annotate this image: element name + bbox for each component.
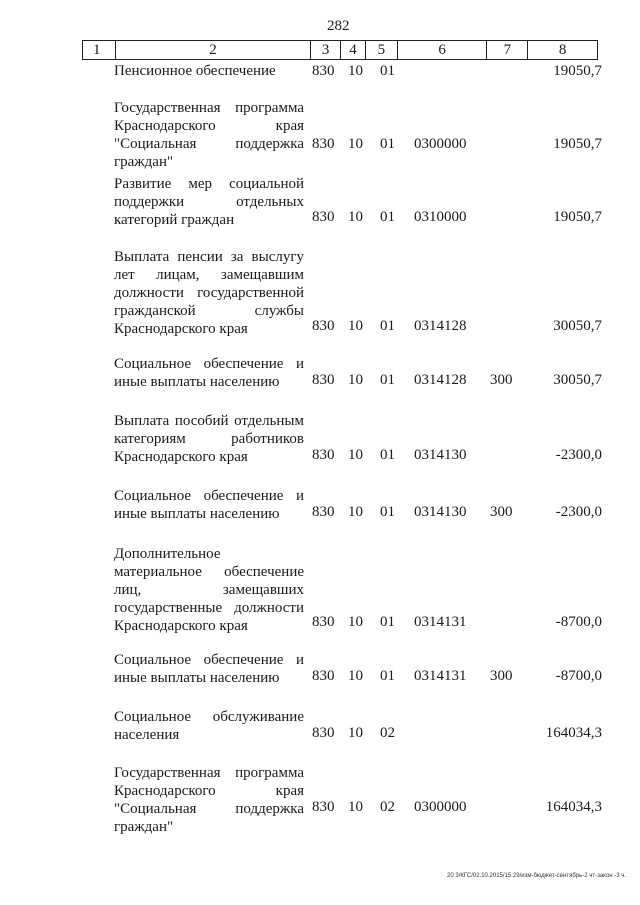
row-col-3: 830 xyxy=(312,209,335,225)
row-col-4: 10 xyxy=(348,318,363,334)
row-col-8: 164034,3 xyxy=(545,799,602,815)
row-col-8: -2300,0 xyxy=(555,447,602,463)
row-col-6: 0300000 xyxy=(414,799,467,815)
row-col-3: 830 xyxy=(312,372,335,388)
row-name: Пенсионное обеспечение xyxy=(114,63,276,79)
row-col-6: 0314131 xyxy=(414,614,467,630)
row-col-6: 0314131 xyxy=(414,668,467,684)
header-col-5: 5 xyxy=(366,41,398,59)
row-name: Выплата пособий отдельным категориям работников Краснодарского края xyxy=(114,413,304,465)
row-col-6: 0314128 xyxy=(414,318,467,334)
page-number: 282 xyxy=(327,18,350,34)
row-col-5: 02 xyxy=(380,725,395,741)
row-col-4: 10 xyxy=(348,447,363,463)
row-name: Социальное обеспечение и иные выплаты населению xyxy=(114,356,304,390)
row-col-3: 830 xyxy=(312,725,335,741)
row-col-5: 01 xyxy=(380,668,395,684)
row-name: Социальное обеспечение и иные выплаты населению xyxy=(114,488,304,522)
row-col-7: 300 xyxy=(490,504,513,520)
row-col-8: 19050,7 xyxy=(553,209,602,225)
row-col-7: 300 xyxy=(490,372,513,388)
row-name: Дополнительное материальное обеспечение лиц, замещавших государственные должности Краснодарского края xyxy=(114,546,304,634)
row-col-4: 10 xyxy=(348,136,363,152)
row-col-5: 01 xyxy=(380,318,395,334)
row-col-6: 0314128 xyxy=(414,372,467,388)
row-col-3: 830 xyxy=(312,668,335,684)
row-col-3: 830 xyxy=(312,136,335,152)
row-col-4: 10 xyxy=(348,725,363,741)
row-col-6: 0314130 xyxy=(414,447,467,463)
row-col-8: -8700,0 xyxy=(555,668,602,684)
row-col-8: 19050,7 xyxy=(553,63,602,79)
row-col-5: 01 xyxy=(380,136,395,152)
row-col-8: 19050,7 xyxy=(553,136,602,152)
row-name: Развитие мер социальной поддержки отдельных категорий граждан xyxy=(114,176,304,228)
header-col-6: 6 xyxy=(398,41,488,59)
row-col-3: 830 xyxy=(312,504,335,520)
row-col-8: -2300,0 xyxy=(555,504,602,520)
row-col-3: 830 xyxy=(312,318,335,334)
row-col-8: 30050,7 xyxy=(553,318,602,334)
row-col-5: 01 xyxy=(380,504,395,520)
row-col-8: 30050,7 xyxy=(553,372,602,388)
row-col-5: 01 xyxy=(380,614,395,630)
row-col-5: 01 xyxy=(380,372,395,388)
row-col-8: 164034,3 xyxy=(545,725,602,741)
row-col-4: 10 xyxy=(348,668,363,684)
table-header-row xyxy=(82,40,598,60)
row-col-3: 830 xyxy=(312,799,335,815)
header-col-7: 7 xyxy=(487,41,528,59)
row-col-4: 10 xyxy=(348,209,363,225)
row-name: Социальное обеспечение и иные выплаты населению xyxy=(114,652,304,686)
row-name: Социальное обслуживание населения xyxy=(114,709,304,743)
row-col-6: 0310000 xyxy=(414,209,467,225)
row-col-4: 10 xyxy=(348,614,363,630)
row-col-4: 10 xyxy=(348,372,363,388)
row-col-3: 830 xyxy=(312,614,335,630)
row-col-3: 830 xyxy=(312,447,335,463)
header-col-1: 1 xyxy=(83,41,116,59)
row-col-6: 0300000 xyxy=(414,136,467,152)
row-col-8: -8700,0 xyxy=(555,614,602,630)
row-col-6: 0314130 xyxy=(414,504,467,520)
row-col-4: 10 xyxy=(348,63,363,79)
row-name: Государственная программа Краснодарского края "Социальная поддержка граждан" xyxy=(114,100,304,170)
row-col-5: 01 xyxy=(380,63,395,79)
row-col-5: 02 xyxy=(380,799,395,815)
row-col-7: 300 xyxy=(490,668,513,684)
header-col-2: 2 xyxy=(116,41,311,59)
header-col-3: 3 xyxy=(311,41,341,59)
row-col-4: 10 xyxy=(348,799,363,815)
row-name: Выплата пенсии за выслугу лет лицам, замещавшим должности государственной гражданской службы Краснодарского края xyxy=(114,249,304,337)
header-col-4: 4 xyxy=(341,41,366,59)
row-col-5: 01 xyxy=(380,209,395,225)
document-footer: 20 3/КГС/02.10.2015/15:29/изм-бюджет-сентябрь-2 чт-закон -3 ч. xyxy=(447,873,626,879)
row-col-3: 830 xyxy=(312,63,335,79)
row-col-4: 10 xyxy=(348,504,363,520)
header-col-8: 8 xyxy=(558,42,567,58)
row-col-5: 01 xyxy=(380,447,395,463)
row-name: Государственная программа Краснодарского края "Социальная поддержка граждан" xyxy=(114,765,304,835)
